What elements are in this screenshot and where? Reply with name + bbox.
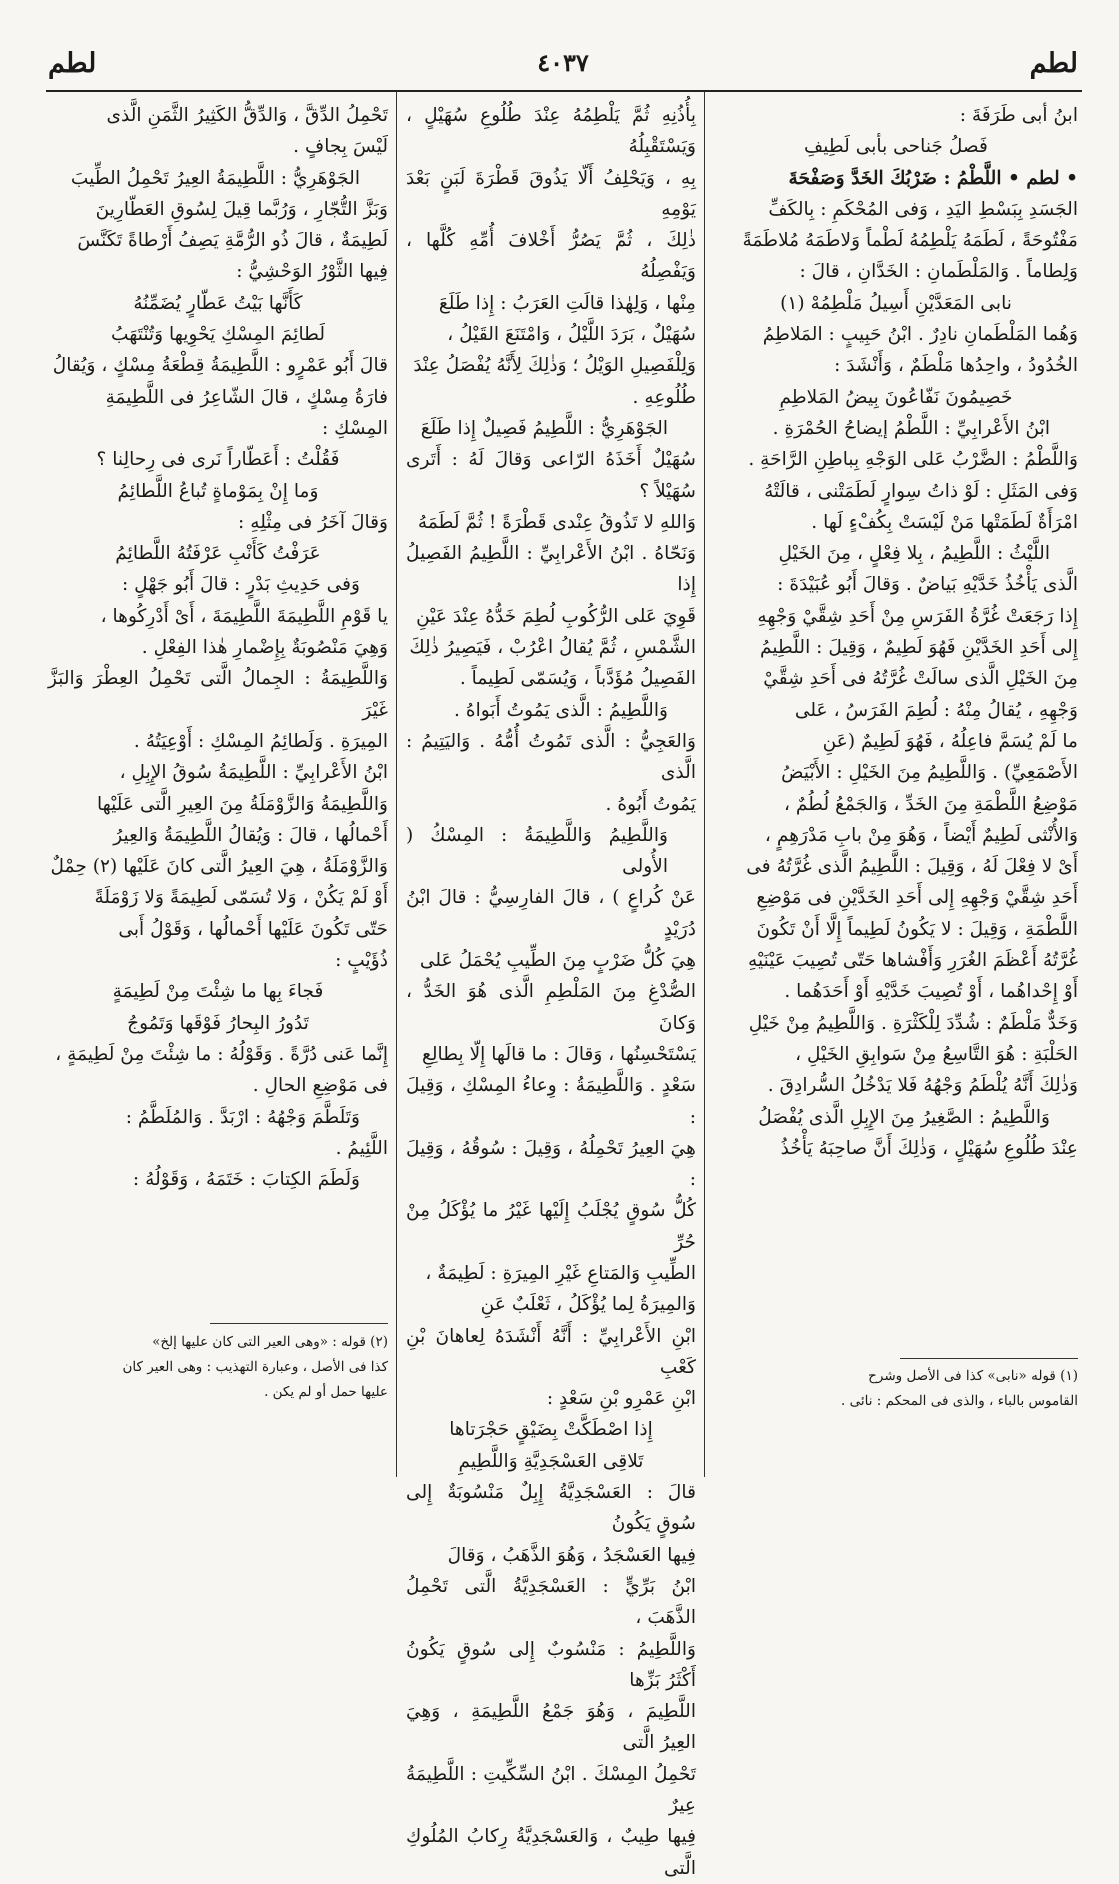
verse-line: تَلاقِى العَسْجَدِيَّةِ وَاللَّطِيمِ bbox=[458, 1450, 644, 1472]
column-left bbox=[48, 100, 388, 1195]
text-line: وَلَطَمَ الكِتابَ : خَتَمَهُ ، وَقَوْلُهُ : bbox=[132, 1169, 360, 1191]
text-line: اللَّطِيمَ ، وَهُوَ جَمْعُ اللَّطِيمَةِ ، وَهِيَ العِيرُ الَّتى bbox=[406, 1701, 696, 1754]
column-right bbox=[714, 100, 1078, 1164]
text-line: وَنَحّاهُ . ابْنُ الأَعْرابِيِّ : اللَّطِيمُ الفَصِيلُ إِذا bbox=[406, 543, 696, 596]
text-line: ابْنُ الأَعْرابِيِّ : اللَّطِيمَةُ سُوقُ الإِبِلِ ، bbox=[119, 762, 388, 784]
verse-line: تَدُورُ البِحارُ فَوْقَها وَتَمُوجُ bbox=[127, 1012, 309, 1034]
footnote-line: (١) قوله «نابى» كذا فى الأصل وشرح bbox=[868, 1368, 1078, 1384]
text-line: وَالزَّوْمَلَةُ ، هِيَ العِيرُ الَّتى كانَ عَلَيْها (٢) حِمْلٌ bbox=[50, 856, 388, 878]
text-line: الجَوْهَرِيُّ : اللَّطِيمُ فَصِيلٌ إِذا طَلَعَ bbox=[420, 417, 668, 439]
text-line: المِيرَةِ . وَلَطائِمُ المِسْكِ : أَوْعِيَتُهُ . bbox=[133, 730, 388, 752]
text-line: مَفْتُوحَةً ، لَطَمَهُ يَلْطِمُهُ لَطْماً وَلاطَمَهُ مُلاطَمَةً bbox=[742, 230, 1078, 252]
text-line: وَالمِيرَةُ لِما يُؤْكَلُ ، ثَعْلَبٌ عَنِ bbox=[480, 1294, 696, 1316]
text-line: وَبَزَّ التُّجّارِ ، وَرُبَّما قِيلَ لِسُوقِ العَطّارِينَ bbox=[95, 198, 388, 220]
text-line: ذُؤَيْبٍ : bbox=[335, 950, 388, 972]
footnote-rule-left bbox=[210, 1323, 388, 1324]
text-line: تَحْمِلُ المِسْكَ . ابْنُ السِّكِّيتِ : اللَّطِيمَةُ عِيرٌ bbox=[406, 1763, 696, 1817]
text-line: وَالعَجِيُّ : الَّذى تَمُوتُ أُمُّهُ . وَاليَتِيمُ : الَّذى bbox=[406, 730, 696, 784]
verse-line: فَجاءَ بِها ما شِئْتَ مِنْ لَطِيمَةٍ bbox=[112, 981, 324, 1003]
running-headword-right: لطم bbox=[1029, 48, 1078, 79]
text-line: هِيَ العِيرُ تَحْمِلُهُ ، وَقِيلَ : سُوقُهُ ، وَقِيلَ : bbox=[406, 1137, 696, 1191]
entry-heading-line: • لطم • اللَّطْمُ : ضَرْبُكَ الخَدَّ وَصَفْحَةَ bbox=[788, 167, 1078, 189]
text-line: تَحْمِلُ الدِّقَّ ، وَالدِّقُّ الكَثِيرُ الثَّمَنِ الَّذى bbox=[106, 105, 388, 126]
text-line: وَذٰلِكَ أَنَّهُ يُلْطَمُ وَجْهُهُ فَلا يَدْخُلُ السُّرادِقَ . bbox=[767, 1075, 1078, 1097]
page-header bbox=[48, 48, 1078, 96]
text-line: ابْنِ عَمْرِو بْنِ سَعْدٍ : bbox=[546, 1388, 696, 1410]
verse-line: وَما إِنْ بِمَوْماةٍ تُباعُ اللَّطائِمُ bbox=[117, 480, 319, 502]
footnote-line: كذا فى الأصل ، وعبارة التهذيب : وهى العير كان bbox=[122, 1359, 388, 1375]
verse-line: إِذا اصْطَكَّتْ بِضَيْقٍ حَجْرَتاها bbox=[449, 1419, 653, 1441]
text-line: طُلُوعِهِ . bbox=[632, 386, 696, 408]
verse-line: نابى المَعَدَّيْنِ أَسِيلُ مَلْطِمُهْ (١) bbox=[780, 292, 1012, 314]
text-line: وَفى المَثَلِ : لَوْ ذاتُ سِوارٍ لَطَمَتْنى ، قالَتْهُ bbox=[764, 480, 1078, 502]
text-line: أَوْ لَمْ يَكُنْ ، وَلا تُسَمّى لَطِيمَةً وَلا زَوْمَلَةً bbox=[94, 887, 388, 909]
verse-line: فَقُلْتُ : أَعَطّاراً نَرى فى رِحالِنا ؟ bbox=[96, 449, 340, 471]
text-line: وَاللَّطِيمَةُ : الجِمالُ الَّتى تَحْمِلُ العِطْرَ وَالبَزَّ غَيْرَ bbox=[48, 668, 388, 721]
text-line: وَفى حَدِيثِ بَدْرٍ : قالَ أَبُو جَهْلٍ : bbox=[121, 574, 360, 596]
text-line: عِنْدَ طُلُوعِ سُهَيْلٍ ، وَذٰلِكَ أَنَّ صاحِبَهُ يَأْخُذُ bbox=[780, 1137, 1078, 1159]
text-line: المِسْكِ : bbox=[321, 417, 388, 439]
text-line: أَحْمالُها ، قالَ : وَيُقالُ اللَّطِيمَةُ وَالعِيرُ bbox=[113, 824, 388, 846]
text-line: إِذا رَجَعَتْ غُرَّةُ الفَرَسِ مِنْ أَحَدِ شِقَّيْ وَجْهِهِ bbox=[757, 605, 1078, 627]
verse-line: لَطائِمَ المِسْكِ يَحْوِيها وَتُنْتَهَبُ bbox=[110, 324, 326, 346]
text-line: الأَصْمَعِيِّ) . وَاللَّطِيمُ مِنَ الخَيْلِ : الأَبْيَضُ bbox=[781, 762, 1078, 784]
text-line: وَجْهِهِ ، يُقالُ مِنْهُ : لُطِمَ الفَرَسُ ، عَلى bbox=[794, 699, 1078, 721]
text-line: عَنْ كُراعٍ ) ، قالَ الفارِسِيُّ : قالَ ابْنُ دُرَيْدٍ bbox=[406, 887, 696, 940]
text-line: ما لَمْ يُسَمَّ فاعِلُهُ ، فَهُوَ لَطِيمٌ (عَنِ bbox=[822, 730, 1078, 752]
text-line: الخُدُودُ ، واحِدُها مَلْطَمٌ ، وَأَنْشَدَ : bbox=[834, 355, 1078, 377]
text-line: كُلُّ سُوقٍ يُجْلَبُ إِلَيْها غَيْرُ ما يُؤْكَلُ مِنْ حُرِّ bbox=[406, 1200, 696, 1253]
footnote-right bbox=[714, 1364, 1078, 1414]
running-headword-left: لطم bbox=[48, 48, 97, 79]
text-line: اللَّئِيمُ . bbox=[335, 1137, 388, 1159]
text-line: وَاللَّطِيمُ : الصَّغِيرُ مِنَ الإِبِلِ الَّذى يُفْصَلُ bbox=[758, 1106, 1050, 1128]
text-line: وَاللَّطِيمُ وَاللَّطِيمَةُ : المِسْكُ ( الأُولى bbox=[406, 824, 668, 878]
text-line: الطِّيبِ وَالمَتاعِ غَيْرِ المِيرَةِ : لَطِيمَةٌ ، bbox=[425, 1262, 696, 1284]
text-line: وَتَلَطَّمَ وَجْهُهُ : ارْبَدَّ . وَالمُلَطَّمُ : bbox=[125, 1106, 360, 1128]
text-line: سَعْدٍ . وَاللَّطِيمَةُ : وِعاءُ المِسْكِ ، وَقِيلَ : bbox=[406, 1075, 696, 1128]
text-line: مَوْضِعُ اللَّطْمَةِ مِنَ الخَدِّ ، وَالجَمْعُ لُطُمٌ ، bbox=[783, 793, 1078, 815]
text-line: يا قَوْمِ اللَّطِيمَةَ اللَّطِيمَةَ ، أَىْ أَدْرِكُوها ، bbox=[100, 605, 388, 627]
text-line: وَهُما المَلْطَمانِ نادِرٌ . ابْنُ حَبِيبٍ : المَلاطِمُ bbox=[762, 324, 1078, 346]
text-line: ابْنِ الأَعْرابِيِّ : أَنَّهُ أَنْشَدَهُ لِعاهانَ بْنِ كَعْبِ bbox=[406, 1325, 696, 1378]
text-line: هِيَ كُلُّ ضَرْبٍ مِنَ الطِّيبِ يُحْمَلُ عَلى bbox=[419, 950, 696, 972]
footnote-line: القاموس بالباء ، والذى فى المحكم : نائى . bbox=[841, 1393, 1078, 1409]
text-line: الجَوْهَرِيُّ : اللَّطِيمَةُ العِيرُ تَحْمِلُ الطِّيبَ bbox=[70, 167, 360, 189]
column-divider-left bbox=[396, 92, 397, 1477]
text-line: اللَّيْثُ : اللَّطِيمُ ، بِلا فِعْلٍ ، مِنَ الخَيْلِ bbox=[778, 543, 1050, 565]
text-line: الشَّمْسِ ، ثُمَّ يُقالُ اعْرُبْ ، فَيَصِيرُ ذٰلِكَ bbox=[409, 637, 696, 659]
text-line: قَوِيَ عَلى الرُّكُوبِ لُطِمَ خَدُّهُ عِنْدَ عَيْنِ bbox=[416, 605, 696, 627]
text-line: امْرَأَةٌ لَطَمَتْها مَنْ لَيْسَتْ بِكُفْءٍ لَها . bbox=[811, 511, 1078, 533]
text-line: وَخَدٌّ مَلْطَمٌ : شُدِّدَ لِلْكَثْرَةِ . وَاللَّطِيمُ مِنْ خَيْلِ bbox=[748, 1012, 1078, 1034]
text-line: إِنَّما عَنى دُرَّةً . وَقَوْلُهُ : ما شِئْتَ مِنْ لَطِيمَةٍ ، bbox=[55, 1043, 388, 1065]
text-line: وَاللَّطِيمُ : مَنْسُوبٌ إِلى سُوقٍ يَكُونُ أَكْثَرُ بَزِّها bbox=[406, 1638, 696, 1691]
text-line: سُهَيْلٌ أَخَذَهُ الرّاعى وَقالَ لَهُ : أَتَرى سُهَيْلاً ؟ bbox=[406, 449, 696, 502]
text-line: مِنْها ، وَلِهٰذا قالَتِ العَرَبُ : إِذا طَلَعَ bbox=[438, 292, 696, 314]
text-line: ذٰلِكَ ، ثُمَّ يَصُرُّ أَخْلافَ أُمِّهِ كُلَّها ، وَيَفْصِلُهُ bbox=[406, 230, 696, 283]
text-line: قالَ أَبُو عَمْرٍو : اللَّطِيمَةُ قِطْعَةُ مِسْكٍ ، وَيُقالُ bbox=[52, 355, 388, 377]
text-line: وَاللهِ لا تَذُوقُ عِنْدى قَطْرَةً ! ثُمَّ لَطَمَهُ bbox=[417, 511, 696, 533]
text-line: مِنَ الخَيْلِ الَّذى سالَتْ غُرَّتُهُ فى أَحَدِ شِقَّيْ bbox=[763, 668, 1078, 690]
text-line: الحَلْبَةِ : هُوَ التَّاسِعُ مِنْ سَوابِقِ الخَيْلِ ، bbox=[795, 1043, 1078, 1065]
text-line: بِأُذُنِهِ ثُمَّ يَلْطِمُهُ عِنْدَ طُلُوعِ سُهَيْلٍ ، وَيَسْتَقْبِلُهُ bbox=[406, 105, 696, 158]
text-line: اللَّطْمَةِ ، وَقِيلَ : لا يَكُونُ لَطِيماً إِلَّا أَنْ تَكُونَ bbox=[756, 918, 1078, 940]
text-line: وَاللَّطِيمُ : الَّذى يَمُوتُ أَبَواهُ . bbox=[454, 699, 668, 721]
text-line: الَّذى يَأْخُذُ خَدَّيْهِ بَياضٌ . وَقالَ أَبُو عُبَيْدَةَ : bbox=[777, 574, 1078, 596]
text-line: إِلى أَحَدِ الخَدَّيْنِ فَهُوَ لَطِيمٌ ، وَقِيلَ : اللَّطِيمُ bbox=[760, 637, 1078, 659]
text-line: أَوْ إِحْداهُما ، أَوْ تُصِيبَ خَدَّيْهِ أَوْ أَحَدَهُما . bbox=[784, 981, 1078, 1003]
column-middle bbox=[406, 100, 696, 1884]
text-line: وَاللَّطِيمَةُ وَالزَّوْمَلَةُ مِنَ العِيرِ الَّتى عَلَيْها bbox=[96, 793, 388, 815]
text-line: حَتّى تَكُونَ عَلَيْها أَحْمالُها ، وَقَوْلُ أَبى bbox=[118, 918, 388, 940]
text-line: ابنُ أبى طَرَفَةَ : bbox=[959, 105, 1078, 126]
text-line: فِيها العَسْجَدُ ، وَهُوَ الذَّهَبُ ، وَقالَ bbox=[447, 1544, 696, 1566]
text-line: ابْنُ الأَعْرابِيِّ : اللَّطْمُ إيضاحُ الحُمْرَةِ . bbox=[772, 417, 1050, 439]
text-line: قالَ : العَسْجَدِيَّةُ إِبِلٌ مَنْسُوبَةٌ إِلى سُوقٍ يَكُونُ bbox=[406, 1482, 696, 1535]
verse-line: فَصلُ جَناحى بأبى لَطِيفِ bbox=[804, 136, 988, 158]
verse-line: عَرَفْتُ كَأَنْبِ عَرْفَتُهُ اللَّطائِمُ bbox=[115, 543, 321, 565]
verse-line: كَأَنَّها بَيْتُ عَطّارٍ يُضَمِّنُهُ bbox=[133, 292, 303, 314]
text-line: فى مَوْضِعِ الحالِ . bbox=[252, 1075, 388, 1097]
text-line: وَهِيَ مَنْصُوبَةٌ بِإِضْمارِ هٰذا الفِعْلِ . bbox=[141, 637, 388, 659]
text-line: وَلِطاماً . وَالمَلْطَمانِ : الخَدَّانِ ، قالَ : bbox=[799, 261, 1078, 283]
text-line: أَحَدِ شِقَّيْ وَجْهِهِ إِلى أَحَدِ الخَدَّيْنِ فى مَوْضِعِ bbox=[756, 887, 1078, 909]
footnote-line: (٢) قوله : «وهى العير التى كان عليها إلخ» bbox=[152, 1334, 388, 1350]
page-number: ٤٠٣٧ bbox=[537, 48, 589, 77]
text-line: فِيها طِيبٌ ، وَالعَسْجَدِيَّةُ رِكابُ المُلُوكِ الَّتى bbox=[406, 1826, 696, 1879]
verse-line: خَصِيمُونَ نَفّاعُونَ بِيضُ المَلاطِمِ bbox=[779, 386, 1013, 408]
text-line: فِيها الثَّوْرُ الوَحْشِيُّ : bbox=[236, 261, 388, 283]
text-line: غُرَّتُهُ أَعْظَمَ الغُرَرِ وَأَفْشاها حَتّى تُصِيبَ عَيْنَيْهِ bbox=[748, 950, 1078, 972]
text-line: لَطِيمَةٌ ، قالَ ذُو الرُّمَّةِ يَصِفُ أَرْطاةً تَكَنَّسَ bbox=[77, 230, 388, 252]
text-line: بِهِ ، وَيَحْلِفُ أَلّا يَذُوقَ قَطْرَةَ لَبَنٍ بَعْدَ يَوْمِهِ bbox=[406, 167, 696, 220]
text-line: الصُّدْغِ مِنَ المَلْطِمِ الَّذى هُوَ الخَدُّ ، وَكانَ bbox=[406, 981, 696, 1034]
text-line: ابْنُ بَرِّيٍّ : العَسْجَدِيَّةُ الَّتى تَحْمِلُ الذَّهَبَ ، bbox=[406, 1575, 696, 1629]
text-line: فارَةُ مِسْكٍ ، قالَ الشّاعِرُ فى اللَّطِيمَةِ bbox=[105, 386, 388, 408]
footnote-rule-right bbox=[900, 1358, 1078, 1359]
footnote-left bbox=[48, 1330, 388, 1405]
header-rule bbox=[46, 90, 1082, 92]
text-line: يَمُوتُ أَبُوهُ . bbox=[605, 793, 696, 815]
text-line: يَسْتَحْسِنُها ، وَقالَ : ما قالَها إِلّا بِطالِعِ bbox=[422, 1043, 696, 1065]
text-line: أَىْ لا فِعْلَ لَهُ ، وَقِيلَ : اللَّطِيمُ الَّذى غُرَّتُهُ فى bbox=[746, 856, 1078, 878]
text-line: الجَسَدِ بِبَسْطِ اليَدِ ، وَفى المُحْكَمِ : بِالكَفِّ bbox=[768, 198, 1078, 220]
text-line: وَلِلْفَصِيلِ الوَيْلُ ؛ وَذٰلِكَ لِأَنَّهُ يُفْصَلُ عِنْدَ bbox=[413, 355, 696, 377]
text-line: الفَصِيلُ مُؤَدَّباً ، وَيُسَمّى لَطِيماً . bbox=[459, 668, 696, 690]
text-line: لَيْسَ بِجافٍ . bbox=[293, 136, 388, 158]
text-line: سُهَيْلٌ ، بَرَدَ اللَّيْلُ ، وَامْتَنَعَ القَيْلُ ، bbox=[447, 324, 696, 346]
footnote-line: عليها حمل أو لم يكن . bbox=[264, 1384, 388, 1400]
text-line: وَالأُنْثى لَطِيمٌ أَيْضاً ، وَهُوَ مِنْ بابِ مَدْرَهِمٍ ، bbox=[764, 824, 1078, 846]
text-line: وَاللَّطْمُ : الضَّرْبُ عَلى الوَجْهِ بِباطِنِ الرَّاحَةِ . bbox=[748, 449, 1078, 471]
column-divider-right bbox=[704, 92, 705, 1477]
text-line: وَقالَ آخَرُ فى مِثْلِهِ : bbox=[238, 511, 388, 533]
